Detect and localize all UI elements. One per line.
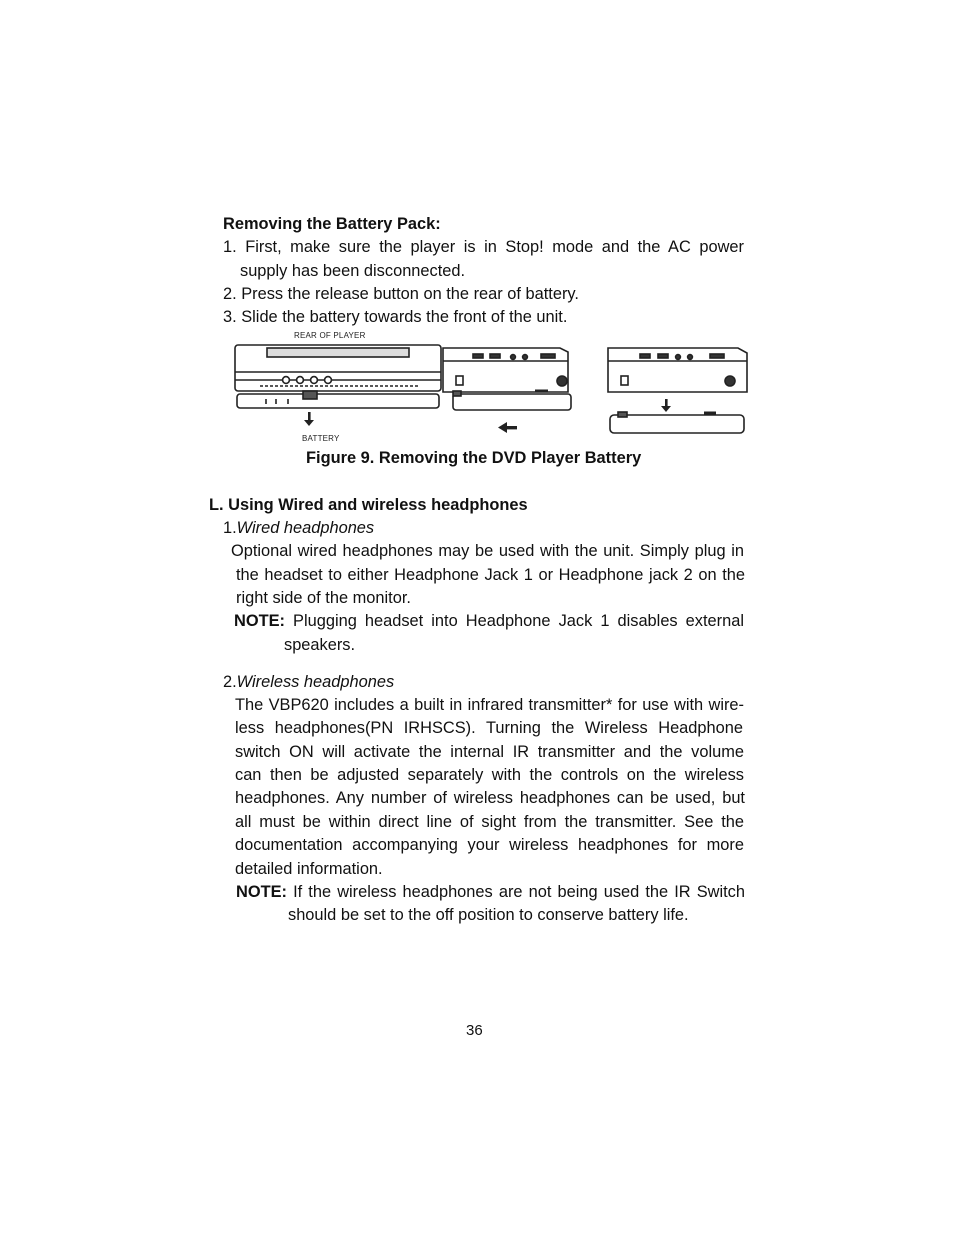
- player-rear-view: [235, 345, 441, 408]
- wireless-paragraph-line-6: all must be within direct line of sight from the transmitter. See the: [235, 813, 744, 831]
- battery-step-3: 3. Slide the battery towards the front of the unit.: [223, 308, 568, 326]
- wired-number: 1.: [223, 519, 237, 537]
- player-side-view-sliding: [443, 348, 571, 410]
- battery-step-1-line-1: 1. First, make sure the player is in Stop! mode and the AC power: [223, 238, 744, 256]
- wireless-paragraph-line-5: headphones. Any number of wireless headphones can be used, but: [235, 789, 745, 807]
- battery-heading: Removing the Battery Pack:: [223, 215, 441, 233]
- note-1-label: NOTE:: [234, 612, 285, 630]
- note-2-text: If the wireless headphones are not being used the IR Switch: [287, 883, 745, 901]
- note-2-line-2: should be set to the off position to conserve battery life.: [288, 906, 689, 924]
- note-1-line-2: speakers.: [284, 636, 356, 654]
- player-side-view-detached: [608, 348, 747, 433]
- wired-paragraph-line-2: the headset to either Headphone Jack 1 or Headphone jack 2 on the: [236, 566, 745, 584]
- section-heading-headphones: L. Using Wired and wireless headphones: [209, 496, 528, 514]
- wireless-title: Wireless headphones: [236, 673, 395, 691]
- note-2-line-1: [236, 882, 745, 902]
- wired-title: Wired headphones: [236, 519, 375, 537]
- note-1-text: Plugging headset into Headphone Jack 1 disables external: [285, 612, 744, 630]
- battery-step-1-line-2: supply has been disconnected.: [240, 262, 466, 280]
- wired-paragraph-line-1: Optional wired headphones may be used with the unit. Simply plug in: [231, 542, 744, 560]
- page-number: 36: [466, 1022, 483, 1039]
- battery-step-2: 2. Press the release button on the rear of battery.: [223, 285, 579, 303]
- wired-subheading: [223, 518, 374, 538]
- wireless-number: 2.: [223, 673, 237, 691]
- figure-label-battery: BATTERY: [302, 434, 340, 443]
- figure-caption: Figure 9. Removing the DVD Player Battery: [306, 449, 642, 467]
- wireless-paragraph-line-4: can then be adjusted separately with the controls on the wireless: [235, 766, 744, 784]
- wireless-paragraph-line-3: switch ON will activate the internal IR transmitter and the volume: [235, 743, 744, 761]
- note-2-label: NOTE:: [236, 883, 287, 901]
- wireless-paragraph-line-7: documentation accompanying your wireless headphones for more: [235, 836, 744, 854]
- wireless-paragraph-line-8: detailed information.: [235, 860, 383, 878]
- wireless-paragraph-line-1: The VBP620 includes a built in infrared transmitter* for use with wire-: [235, 696, 744, 714]
- note-1-line-1: [234, 611, 744, 631]
- arrow-down-icon: [661, 399, 671, 412]
- wireless-subheading: [223, 672, 394, 692]
- arrow-left-icon: [498, 422, 517, 433]
- wired-paragraph-line-3: right side of the monitor.: [236, 589, 411, 607]
- figure-label-rear: REAR OF PLAYER: [294, 331, 366, 340]
- wireless-paragraph-line-2: less headphones(PN IRHSCS). Turning the Wireless Headphone: [235, 719, 743, 737]
- battery-removal-figure: [230, 328, 750, 446]
- arrow-down-icon: [304, 412, 314, 426]
